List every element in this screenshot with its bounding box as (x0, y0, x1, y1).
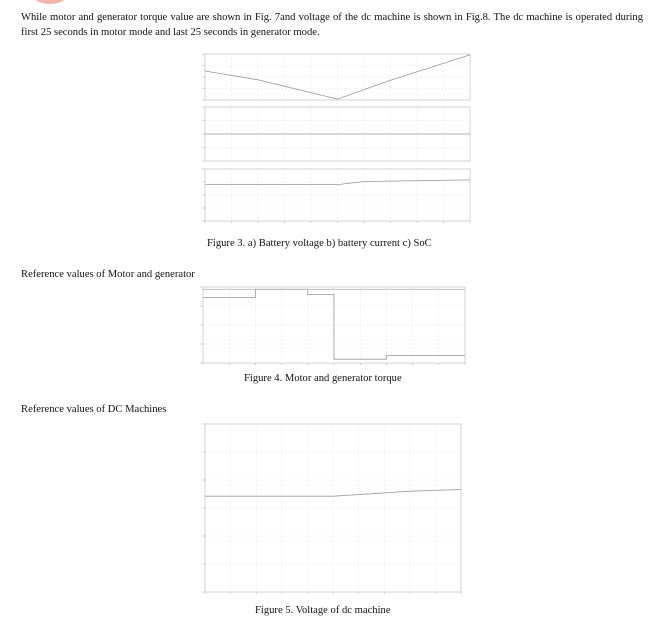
figure-3-caption: Figure 3. a) Battery voltage b) battery current c) SoC (207, 238, 432, 249)
plot-5 (202, 424, 461, 594)
plot-4 (200, 287, 465, 365)
body-paragraph: While motor and generator torque value are shown in Fig. 7and voltage of the dc machine is shown in Fig.8. The dc machine is operated during first 25 seconds in motor mode and last 25 seconds in generator mode. (21, 12, 643, 38)
plot-3c (202, 169, 470, 223)
plot-3b (202, 107, 470, 161)
figure-4-caption: Figure 4. Motor and generator torque (244, 373, 402, 384)
section-heading-dc-machines: Reference values of DC Machines (21, 404, 167, 415)
plot-3a (202, 54, 470, 100)
figure-5-caption: Figure 5. Voltage of dc machine (255, 605, 391, 616)
section-heading-motor-generator: Reference values of Motor and generator (21, 269, 195, 280)
